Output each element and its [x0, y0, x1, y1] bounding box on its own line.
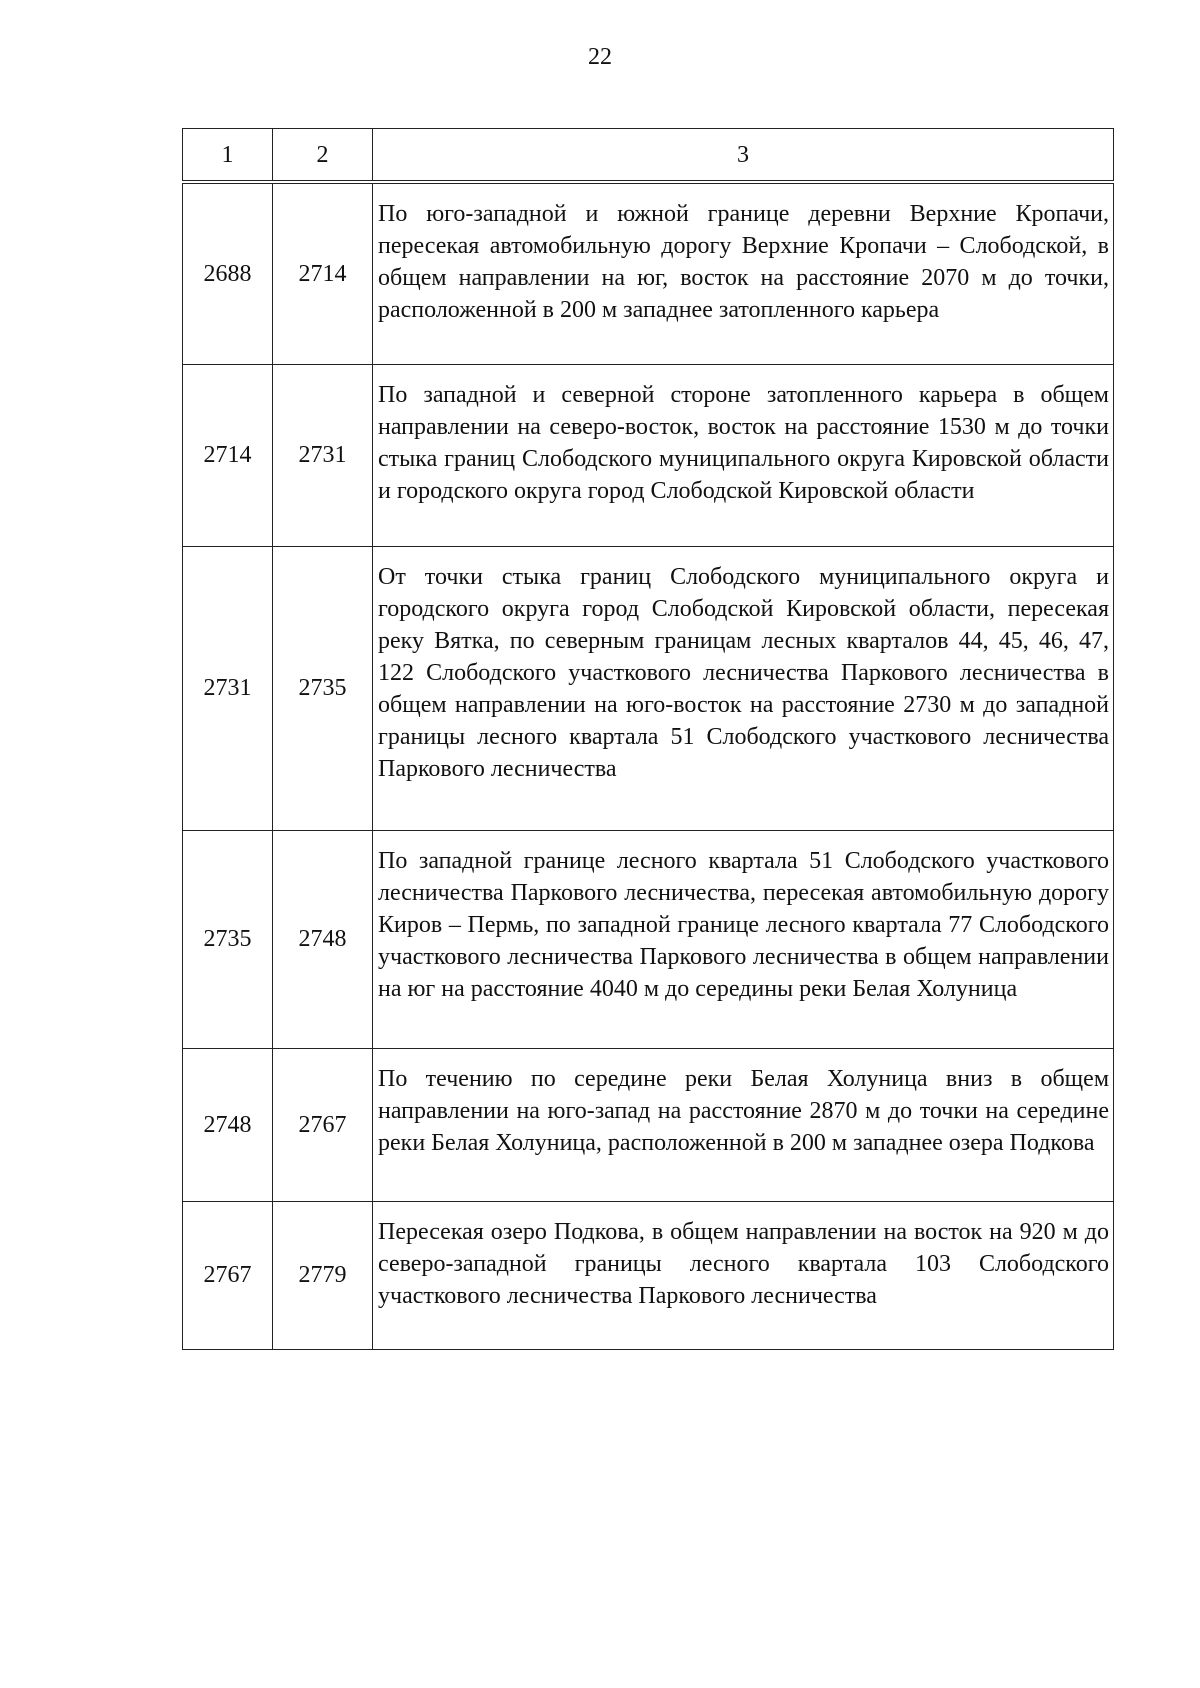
- to-point: 2714: [273, 182, 373, 364]
- table-row: [183, 830, 1114, 1048]
- segment-description: По течению по середине реки Белая Холуница вниз в общем направлении на юго-запад на расстояние 2870 м до точки на середине реки Белая Холуница, расположенной в 200 м западнее озера Подкова: [373, 1048, 1114, 1201]
- from-point: 2688: [183, 182, 273, 364]
- segment-description: Пересекая озеро Подкова, в общем направлении на восток на 920 м до северо-западной границы лесного квартала 103 Слободского участкового лесничества Паркового лесничества: [373, 1201, 1114, 1349]
- to-point: 2731: [273, 364, 373, 546]
- segment-description: По юго-западной и южной границе деревни Верхние Кропачи, пересекая автомобильную дорогу Верхние Кропачи – Слободской, в общем направлении на юг, восток на расстояние 2070 м до точки, расположенной в 200 м западнее затопленного карьера: [373, 182, 1114, 364]
- from-point: 2748: [183, 1048, 273, 1201]
- to-point: 2735: [273, 546, 373, 830]
- table-header-row: [183, 129, 1114, 183]
- to-point: 2748: [273, 830, 373, 1048]
- table-row: [183, 546, 1114, 830]
- table-row: [183, 182, 1114, 364]
- header-cell-2: 2: [273, 129, 373, 183]
- header-cell-1: 1: [183, 129, 273, 183]
- from-point: 2714: [183, 364, 273, 546]
- to-point: 2767: [273, 1048, 373, 1201]
- header-cell-3: 3: [373, 129, 1114, 183]
- to-point: 2779: [273, 1201, 373, 1349]
- segment-description: От точки стыка границ Слободского муниципального округа и городского округа город Слободской Кировской области, пересекая реку Вятка, по северным границам лесных кварталов 44, 45, 46, 47, 122 Слободского участкового лесничества Паркового лесничества в общем направлении на юго-восток на расстояние 2730 м до западной границы лесного квартала 51 Слободского участкового лесничества Паркового лесничества: [373, 546, 1114, 830]
- table-row: [183, 1048, 1114, 1201]
- segment-description: По западной и северной стороне затопленного карьера в общем направлении на северо-восток, восток на расстояние 1530 м до точки стыка границ Слободского муниципального округа Кировской области и городского округа город Слободской Кировской области: [373, 364, 1114, 546]
- page-number: 22: [588, 44, 612, 70]
- segment-description: По западной границе лесного квартала 51 Слободского участкового лесничества Паркового лесничества, пересекая автомобильную дорогу Киров – Пермь, по западной границе лесного квартала 77 Слободского участкового лесничества Паркового лесничества в общем направлении на юг на расстояние 4040 м до середины реки Белая Холуница: [373, 830, 1114, 1048]
- boundary-table: [182, 128, 1114, 1350]
- from-point: 2731: [183, 546, 273, 830]
- table-row: [183, 364, 1114, 546]
- from-point: 2735: [183, 830, 273, 1048]
- from-point: 2767: [183, 1201, 273, 1349]
- table-row: [183, 1201, 1114, 1349]
